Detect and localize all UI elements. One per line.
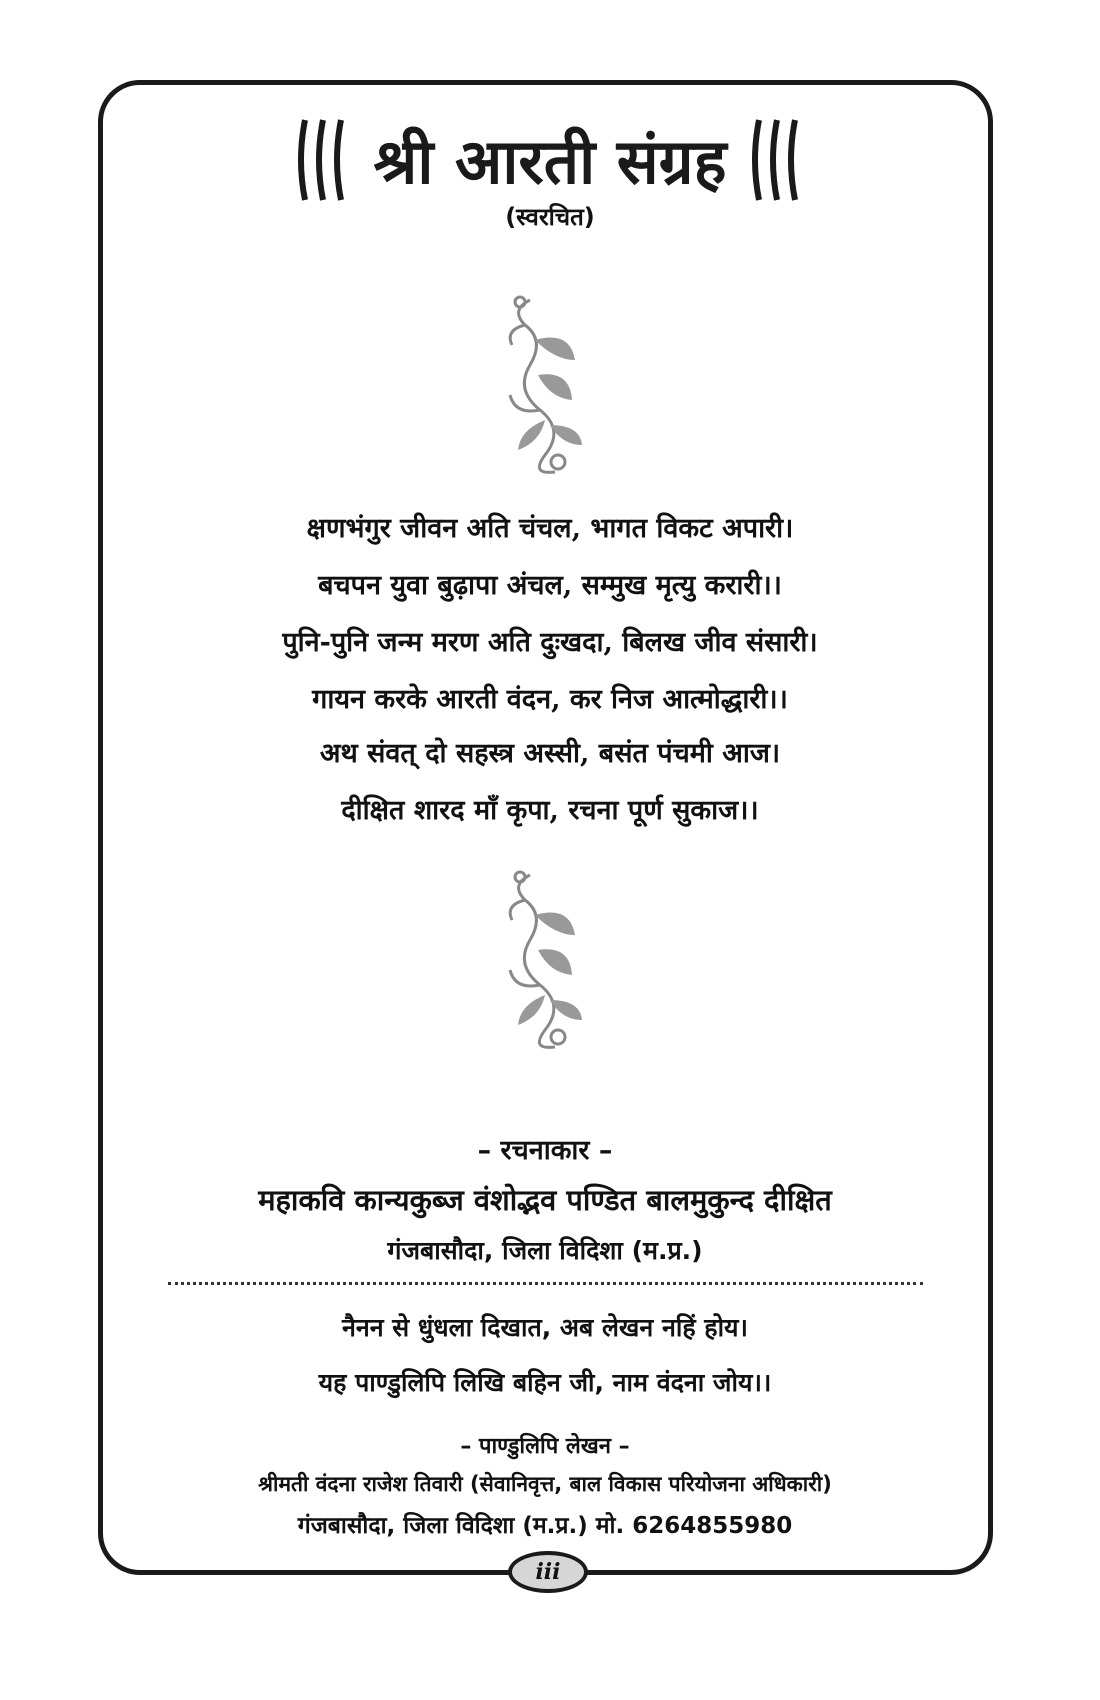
scribe-contact: गंजबासौदा, जिला विदिशा (म.प्र.) मो. 6264855980: [297, 1513, 793, 1539]
scribe-heading: – पाण्डुलिपि लेखन –: [460, 1434, 630, 1459]
right-ornament-bars: [745, 115, 805, 205]
subtitle: (स्वरचित): [505, 203, 595, 231]
verse-line: दीक्षित शारद माँ कृपा, रचना पूर्ण सुकाज।।: [341, 795, 759, 826]
verse-line: गायन करके आरती वंदन, कर निज आत्मोद्धारी।।: [312, 684, 788, 715]
verse-stanza-1: [180, 500, 920, 728]
verse-line: पुनि-पुनि जन्म मरण अति दुःखदा, बिलख जीव संसारी।: [282, 627, 818, 658]
verse-line: क्षणभंगुर जीवन अति चंचल, भागत विकट अपारी।: [306, 513, 794, 544]
couplet-line: यह पाण्डुलिपि लिखि बहिन जी, नाम वंदना जोय।।: [318, 1368, 772, 1397]
floral-ornament-icon: [500, 865, 595, 1055]
verse-line: अथ संवत् दो सहस्त्र अस्सी, बसंत पंचमी आज।: [319, 738, 781, 769]
title-row: [0, 110, 1100, 210]
couplet-line: नैनन से धुंधला दिखात, अब लेखन नहिं होय।: [341, 1313, 749, 1342]
verse-stanza-2: [150, 725, 950, 839]
author-name: महाकवि कान्यकुब्ज वंशोद्भव पण्डित बालमुकुन्द दीक्षित: [258, 1183, 832, 1217]
page-number: iii: [508, 1551, 588, 1593]
dotted-divider: [168, 1282, 923, 1285]
verse-line: बचपन युवा बुढ़ापा अंचल, सम्मुख मृत्यु करारी।।: [318, 570, 782, 601]
scribe-name: श्रीमती वंदना राजेश तिवारी (सेवानिवृत्त, बाल विकास परियोजना अधिकारी): [258, 1472, 832, 1496]
page-title: श्री आरती संग्रह: [373, 125, 727, 198]
floral-ornament-icon: [500, 290, 595, 480]
author-place: गंजबासौदा, जिला विदिशा (म.प्र.): [387, 1236, 703, 1265]
left-ornament-bars: [295, 115, 355, 205]
author-heading: – रचनाकार –: [477, 1135, 613, 1166]
